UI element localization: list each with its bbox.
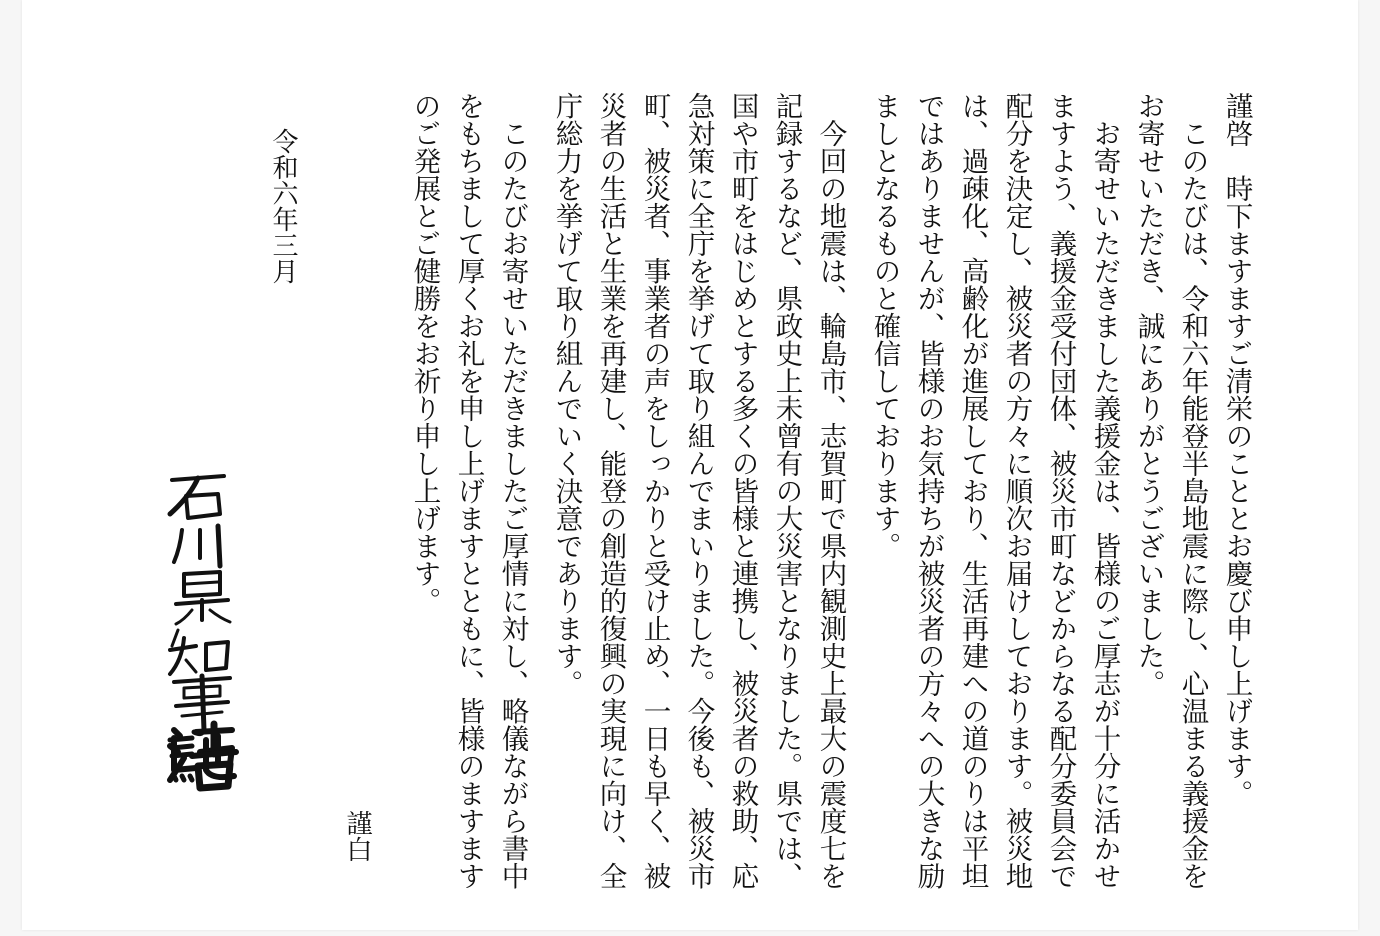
closing-word: 謹白 <box>342 810 372 862</box>
signature-char-2 <box>174 526 220 566</box>
signature-char-7 <box>170 724 236 788</box>
letter-line-11: 記録するなど、県政史上未曾有の大災害となりました。県では、 <box>770 92 803 890</box>
letter-line-5: ますよう、義援金受付団体、被災市町などからなる配分委員会で <box>1044 92 1077 890</box>
letter-line-17: このたびお寄せいただきましたご厚情に対し、略儀ながら書中 <box>496 92 529 890</box>
letter-line-13: 急対策に全庁を挙げて取り組んでまいりました。今後も、被災市 <box>682 92 715 890</box>
letter-line-15: 災者の生活と生業を再建し、能登の創造的復興の実現に向け、全 <box>594 92 627 890</box>
letter-line-18: をもちまして厚くお礼を申し上げますとともに、皆様のますます <box>452 92 485 890</box>
letter-line-6: 配分を決定し、被災者の方々に順次お届けしております。被災地 <box>1000 92 1033 890</box>
letter-date: 令和六年三月 <box>268 128 298 284</box>
letter-line-7: は、過疎化、高齢化が進展しており、生活再建への道のりは平坦 <box>956 92 989 890</box>
letter-line-3: お寄せいただき、誠にありがとうございました。 <box>1132 92 1165 697</box>
letter-line-14: 町、被災者、事業者の声をしっかりと受け止め、一日も早く、被 <box>638 92 671 890</box>
handwritten-signature-given-name <box>162 720 242 810</box>
letter-line-1: 謹啓 時下ますますご清栄のこととお慶び申し上げます。 <box>1220 92 1253 807</box>
letter-line-4: お寄せいただきました義援金は、皆様のご厚志が十分に活かせ <box>1088 92 1121 890</box>
letter-line-8: ではありませんが、皆様のお気持ちが被災者の方々への大きな励 <box>912 92 945 890</box>
letter-line-16: 庁総力を挙げて取り組んでいく決意であります。 <box>550 92 583 697</box>
letter-line-2: このたびは、令和六年能登半島地震に際し、心温まる義援金を <box>1176 92 1209 890</box>
signature-char-4 <box>170 630 228 674</box>
letter-line-10: 今回の地震は、輪島市、志賀町で県内観測史上最大の震度七を <box>814 92 847 890</box>
signature-char-3 <box>176 572 230 624</box>
letter-line-12: 国や市町をはじめとする多くの皆様と連携し、被災者の救助、応 <box>726 92 759 890</box>
signature-char-1 <box>170 476 224 518</box>
letter-line-19: のご発展とご健勝をお祈り申し上げます。 <box>408 92 441 615</box>
letter-line-9: ましとなるものと確信しております。 <box>868 92 901 560</box>
letter-page <box>22 0 1358 930</box>
